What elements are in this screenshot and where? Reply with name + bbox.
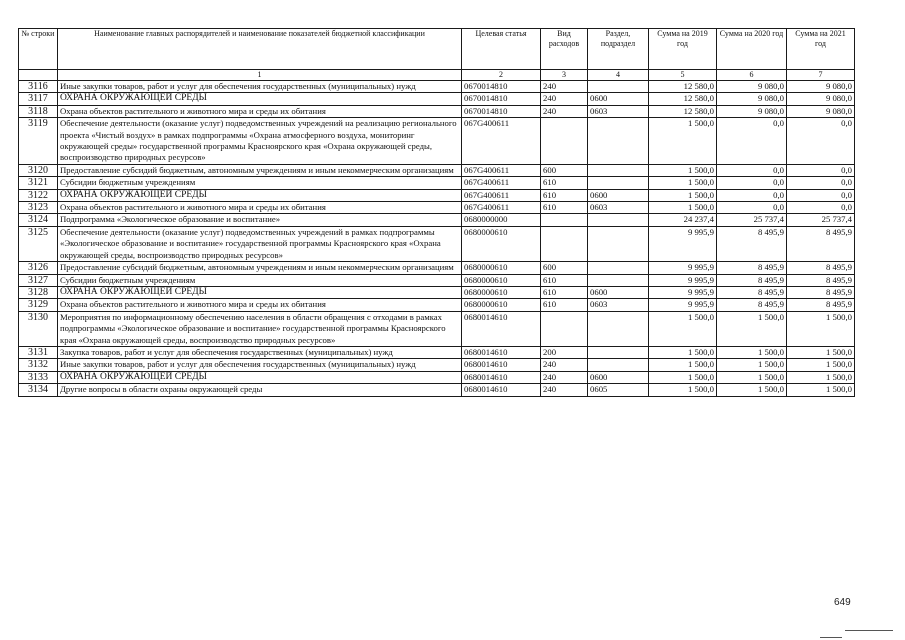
section-cell <box>588 164 649 176</box>
sum-2020-cell: 1 500,0 <box>717 371 787 383</box>
target-article-cell: 0680014610 <box>462 311 541 346</box>
section-cell <box>588 177 649 189</box>
table-row <box>19 214 855 226</box>
row-number-cell: 3116 <box>19 81 58 93</box>
table-row <box>19 202 855 214</box>
sum-2020-cell: 0,0 <box>717 202 787 214</box>
expense-kind-cell <box>541 311 588 346</box>
sum-2021-cell: 8 495,9 <box>787 274 855 286</box>
section-cell: 0600 <box>588 93 649 105</box>
expense-kind-cell: 240 <box>541 384 588 396</box>
name-cell: ОХРАНА ОКРУЖАЮЩЕЙ СРЕДЫ <box>58 189 462 201</box>
expense-kind-cell: 240 <box>541 359 588 371</box>
header-sum-2021: Сумма на 2021 год <box>787 29 855 70</box>
table-row <box>19 189 855 201</box>
sum-2019-cell: 1 500,0 <box>649 346 717 358</box>
target-article-cell: 0680000000 <box>462 214 541 226</box>
header-section: Раздел, подраздел <box>588 29 649 70</box>
table-row <box>19 164 855 176</box>
table-row <box>19 371 855 383</box>
section-cell <box>588 274 649 286</box>
name-cell: Иные закупки товаров, работ и услуг для обеспечения государственных (муниципальных) нужд <box>58 359 462 371</box>
sum-2020-cell: 0,0 <box>717 177 787 189</box>
table-row <box>19 226 855 261</box>
sum-2020-cell: 8 495,9 <box>717 299 787 311</box>
scan-mark <box>845 630 893 631</box>
sum-2019-cell: 1 500,0 <box>649 384 717 396</box>
row-number-cell: 3132 <box>19 359 58 371</box>
table-header-row <box>19 29 855 70</box>
table-row <box>19 177 855 189</box>
page-number: 649 <box>834 597 851 608</box>
scan-mark <box>820 637 842 638</box>
target-article-cell: 0680000610 <box>462 274 541 286</box>
table-row <box>19 118 855 165</box>
column-number: 4 <box>588 70 649 81</box>
section-cell: 0605 <box>588 384 649 396</box>
sum-2019-cell: 1 500,0 <box>649 177 717 189</box>
target-article-cell: 0670014810 <box>462 81 541 93</box>
expense-kind-cell: 240 <box>541 81 588 93</box>
section-cell: 0603 <box>588 202 649 214</box>
sum-2019-cell: 1 500,0 <box>649 311 717 346</box>
sum-2021-cell: 0,0 <box>787 202 855 214</box>
sum-2020-cell: 25 737,4 <box>717 214 787 226</box>
table-row <box>19 311 855 346</box>
column-number <box>19 70 58 81</box>
row-number-cell: 3130 <box>19 311 58 346</box>
sum-2021-cell: 1 500,0 <box>787 311 855 346</box>
sum-2019-cell: 9 995,9 <box>649 226 717 261</box>
section-cell: 0600 <box>588 189 649 201</box>
expense-kind-cell <box>541 118 588 165</box>
table-row <box>19 384 855 396</box>
expense-kind-cell: 200 <box>541 346 588 358</box>
table-row <box>19 93 855 105</box>
sum-2020-cell: 9 080,0 <box>717 93 787 105</box>
row-number-cell: 3125 <box>19 226 58 261</box>
row-number-cell: 3122 <box>19 189 58 201</box>
sum-2019-cell: 1 500,0 <box>649 371 717 383</box>
section-cell <box>588 226 649 261</box>
target-article-cell: 067G400611 <box>462 118 541 165</box>
row-number-cell: 3117 <box>19 93 58 105</box>
expense-kind-cell: 610 <box>541 202 588 214</box>
section-cell <box>588 214 649 226</box>
name-cell: Обеспечение деятельности (оказание услуг) подведомственных учреждений в рамках подпрограммы «Экологическое образование и воспитание» государственной программы Красноярского края «Охрана окружающей среды, воспроизводство природных ресурсов» <box>58 226 462 261</box>
table-row <box>19 105 855 117</box>
sum-2020-cell: 1 500,0 <box>717 311 787 346</box>
row-number-cell: 3119 <box>19 118 58 165</box>
row-number-cell: 3123 <box>19 202 58 214</box>
row-number-cell: 3134 <box>19 384 58 396</box>
name-cell: ОХРАНА ОКРУЖАЮЩЕЙ СРЕДЫ <box>58 93 462 105</box>
section-cell: 0603 <box>588 299 649 311</box>
target-article-cell: 0680000610 <box>462 262 541 274</box>
expense-kind-cell <box>541 226 588 261</box>
name-cell: Обеспечение деятельности (оказание услуг) подведомственных учреждений на реализацию регионального проекта «Чистый воздух» в рамках подпрограммы «Охрана атмосферного воздуха, мониторинг окружающей среды» государственной программы Красноярского края «Охрана окружающей среды, воспроизводство природных ресурсов» <box>58 118 462 165</box>
sum-2021-cell: 0,0 <box>787 164 855 176</box>
sum-2021-cell: 0,0 <box>787 118 855 165</box>
expense-kind-cell: 610 <box>541 189 588 201</box>
section-cell <box>588 262 649 274</box>
target-article-cell: 0680014610 <box>462 371 541 383</box>
sum-2019-cell: 12 580,0 <box>649 93 717 105</box>
header-row-number: № строки <box>19 29 58 70</box>
column-number-row <box>19 70 855 81</box>
section-cell <box>588 118 649 165</box>
sum-2021-cell: 9 080,0 <box>787 105 855 117</box>
sum-2019-cell: 1 500,0 <box>649 118 717 165</box>
row-number-cell: 3128 <box>19 286 58 298</box>
sum-2019-cell: 1 500,0 <box>649 189 717 201</box>
name-cell: Другие вопросы в области охраны окружающей среды <box>58 384 462 396</box>
sum-2019-cell: 1 500,0 <box>649 164 717 176</box>
section-cell <box>588 359 649 371</box>
name-cell: Подпрограмма «Экологическое образование и воспитание» <box>58 214 462 226</box>
sum-2020-cell: 0,0 <box>717 118 787 165</box>
column-number: 6 <box>717 70 787 81</box>
target-article-cell: 0670014810 <box>462 105 541 117</box>
sum-2021-cell: 0,0 <box>787 177 855 189</box>
sum-2020-cell: 9 080,0 <box>717 81 787 93</box>
name-cell: Предоставление субсидий бюджетным, автономным учреждениям и иным некоммерческим организациям <box>58 262 462 274</box>
row-number-cell: 3129 <box>19 299 58 311</box>
row-number-cell: 3133 <box>19 371 58 383</box>
sum-2019-cell: 9 995,9 <box>649 262 717 274</box>
target-article-cell: 067G400611 <box>462 164 541 176</box>
expense-kind-cell: 240 <box>541 105 588 117</box>
sum-2020-cell: 0,0 <box>717 189 787 201</box>
table-row <box>19 262 855 274</box>
row-number-cell: 3131 <box>19 346 58 358</box>
expense-kind-cell: 610 <box>541 274 588 286</box>
sum-2021-cell: 1 500,0 <box>787 371 855 383</box>
target-article-cell: 067G400611 <box>462 189 541 201</box>
target-article-cell: 0680000610 <box>462 286 541 298</box>
sum-2019-cell: 12 580,0 <box>649 105 717 117</box>
name-cell: ОХРАНА ОКРУЖАЮЩЕЙ СРЕДЫ <box>58 371 462 383</box>
header-name: Наименование главных распорядителей и наименование показателей бюджетной классификации <box>58 29 462 70</box>
sum-2021-cell: 1 500,0 <box>787 384 855 396</box>
name-cell: Субсидии бюджетным учреждениям <box>58 274 462 286</box>
expense-kind-cell: 610 <box>541 177 588 189</box>
column-number: 2 <box>462 70 541 81</box>
header-sum-2020: Сумма на 2020 год <box>717 29 787 70</box>
sum-2021-cell: 9 080,0 <box>787 93 855 105</box>
table-row <box>19 346 855 358</box>
expense-kind-cell: 610 <box>541 286 588 298</box>
name-cell: Охрана объектов растительного и животного мира и среды их обитания <box>58 105 462 117</box>
column-number: 1 <box>58 70 462 81</box>
sum-2021-cell: 9 080,0 <box>787 81 855 93</box>
row-number-cell: 3126 <box>19 262 58 274</box>
row-number-cell: 3121 <box>19 177 58 189</box>
table-row <box>19 299 855 311</box>
sum-2021-cell: 1 500,0 <box>787 346 855 358</box>
row-number-cell: 3120 <box>19 164 58 176</box>
column-number: 5 <box>649 70 717 81</box>
sum-2021-cell: 1 500,0 <box>787 359 855 371</box>
sum-2020-cell: 0,0 <box>717 164 787 176</box>
name-cell: Охрана объектов растительного и животного мира и среды их обитания <box>58 202 462 214</box>
section-cell <box>588 81 649 93</box>
name-cell: Закупка товаров, работ и услуг для обеспечения государственных (муниципальных) нужд <box>58 346 462 358</box>
row-number-cell: 3127 <box>19 274 58 286</box>
section-cell: 0603 <box>588 105 649 117</box>
sum-2021-cell: 0,0 <box>787 189 855 201</box>
sum-2020-cell: 8 495,9 <box>717 226 787 261</box>
sum-2020-cell: 1 500,0 <box>717 359 787 371</box>
target-article-cell: 0680000610 <box>462 226 541 261</box>
expense-kind-cell: 600 <box>541 164 588 176</box>
name-cell: Мероприятия по информационному обеспечению населения в области обращения с отходами в рамках подпрограммы «Экологическое образование и воспитание» государственной программы Красноярского края «Охрана окружающей среды, воспроизводство природных ресурсов» <box>58 311 462 346</box>
target-article-cell: 0680014610 <box>462 346 541 358</box>
target-article-cell: 067G400611 <box>462 177 541 189</box>
sum-2019-cell: 9 995,9 <box>649 274 717 286</box>
row-number-cell: 3118 <box>19 105 58 117</box>
sum-2019-cell: 1 500,0 <box>649 359 717 371</box>
sum-2021-cell: 25 737,4 <box>787 214 855 226</box>
sum-2019-cell: 1 500,0 <box>649 202 717 214</box>
sum-2021-cell: 8 495,9 <box>787 226 855 261</box>
header-expense-kind: Вид расходов <box>541 29 588 70</box>
sum-2020-cell: 8 495,9 <box>717 262 787 274</box>
section-cell <box>588 311 649 346</box>
sum-2020-cell: 8 495,9 <box>717 286 787 298</box>
target-article-cell: 0680014610 <box>462 359 541 371</box>
row-number-cell: 3124 <box>19 214 58 226</box>
name-cell: Предоставление субсидий бюджетным, автономным учреждениям и иным некоммерческим организациям <box>58 164 462 176</box>
name-cell: Охрана объектов растительного и животного мира и среды их обитания <box>58 299 462 311</box>
sum-2019-cell: 9 995,9 <box>649 286 717 298</box>
table-row <box>19 81 855 93</box>
header-sum-2019: Сумма на 2019 год <box>649 29 717 70</box>
expense-kind-cell: 240 <box>541 93 588 105</box>
target-article-cell: 0680014610 <box>462 384 541 396</box>
table-row <box>19 359 855 371</box>
section-cell <box>588 346 649 358</box>
expense-kind-cell <box>541 214 588 226</box>
expense-kind-cell: 240 <box>541 371 588 383</box>
sum-2019-cell: 24 237,4 <box>649 214 717 226</box>
sum-2021-cell: 8 495,9 <box>787 299 855 311</box>
header-target-article: Целевая статья <box>462 29 541 70</box>
section-cell: 0600 <box>588 371 649 383</box>
column-number: 3 <box>541 70 588 81</box>
sum-2020-cell: 1 500,0 <box>717 384 787 396</box>
table-row <box>19 286 855 298</box>
target-article-cell: 0670014810 <box>462 93 541 105</box>
name-cell: Иные закупки товаров, работ и услуг для обеспечения государственных (муниципальных) нужд <box>58 81 462 93</box>
sum-2021-cell: 8 495,9 <box>787 286 855 298</box>
sum-2020-cell: 1 500,0 <box>717 346 787 358</box>
budget-table <box>18 28 855 397</box>
table-row <box>19 274 855 286</box>
column-number: 7 <box>787 70 855 81</box>
sum-2019-cell: 9 995,9 <box>649 299 717 311</box>
section-cell: 0600 <box>588 286 649 298</box>
name-cell: ОХРАНА ОКРУЖАЮЩЕЙ СРЕДЫ <box>58 286 462 298</box>
sum-2021-cell: 8 495,9 <box>787 262 855 274</box>
sum-2019-cell: 12 580,0 <box>649 81 717 93</box>
table-body <box>19 81 855 397</box>
expense-kind-cell: 610 <box>541 299 588 311</box>
sum-2020-cell: 9 080,0 <box>717 105 787 117</box>
target-article-cell: 067G400611 <box>462 202 541 214</box>
target-article-cell: 0680000610 <box>462 299 541 311</box>
expense-kind-cell: 600 <box>541 262 588 274</box>
name-cell: Субсидии бюджетным учреждениям <box>58 177 462 189</box>
sum-2020-cell: 8 495,9 <box>717 274 787 286</box>
